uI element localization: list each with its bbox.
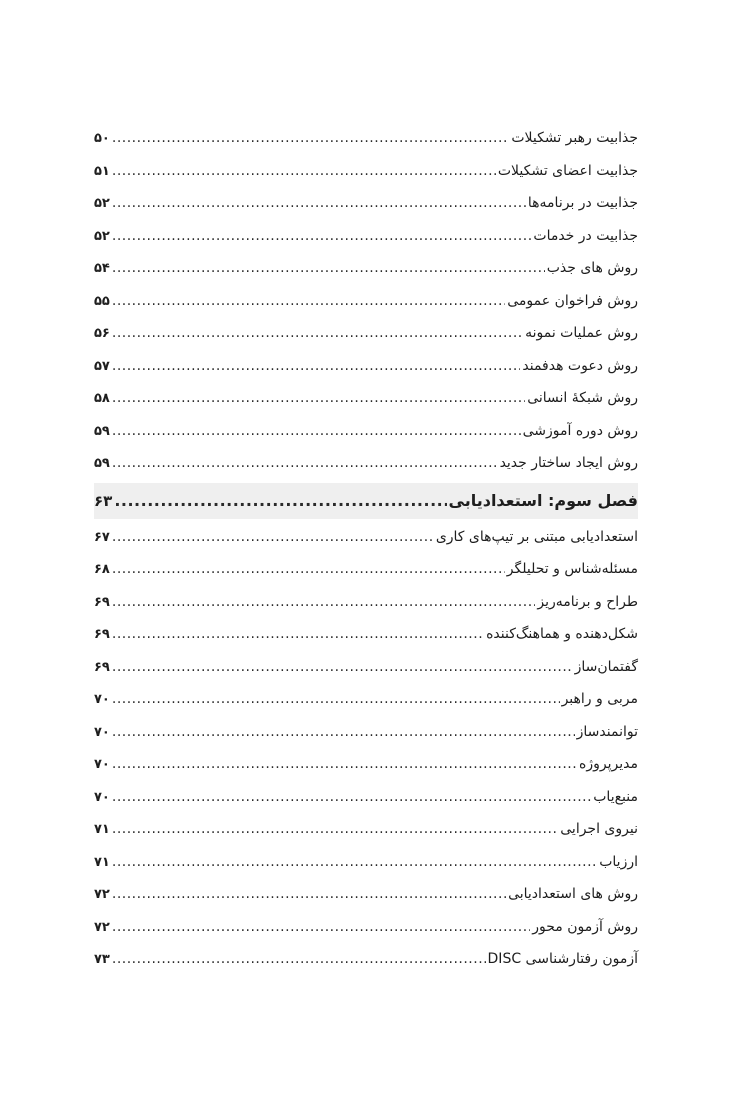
entry-title: منبع‌یاب — [593, 788, 638, 805]
entry-title: مدیرپروژه — [579, 756, 638, 772]
dot-leader — [112, 155, 496, 188]
entry-page-number: ۷۳ — [94, 952, 110, 967]
dot-leader — [112, 415, 521, 448]
toc-entry — [94, 447, 638, 480]
toc-entry — [94, 350, 638, 383]
entry-page-number: ۵۹ — [94, 423, 110, 439]
dot-leader — [112, 252, 545, 285]
dot-leader — [112, 447, 498, 480]
entry-title: جذابیت رهبر تشکیلات — [511, 130, 638, 146]
table-of-contents — [94, 122, 638, 976]
toc-entry — [94, 813, 638, 846]
entry-page-number: ۶۹ — [94, 659, 110, 675]
entry-page-number: ۷۰ — [94, 724, 110, 740]
entry-title: نیروی اجرایی — [560, 821, 638, 837]
entry-page-number: ۵۷ — [94, 358, 110, 374]
toc-entry — [94, 586, 638, 619]
toc-entry — [94, 846, 638, 879]
dot-leader — [112, 122, 509, 155]
entry-page-number: ۷۰ — [94, 692, 110, 707]
toc-entry — [94, 618, 638, 651]
entry-page-number: ۵۸ — [94, 391, 110, 406]
dot-leader — [114, 483, 446, 519]
toc-entry — [94, 122, 638, 155]
entry-title: روش عملیات نمونه — [525, 325, 638, 341]
dot-leader — [112, 285, 505, 318]
chapter-heading — [94, 483, 638, 519]
toc-entry — [94, 716, 638, 749]
entry-page-number: ۵۶ — [94, 326, 110, 341]
entry-page-number: ۵۵ — [94, 293, 110, 309]
dot-leader — [112, 846, 597, 879]
entry-title: توانمندساز — [576, 723, 638, 740]
entry-page-number: ۶۹ — [94, 627, 110, 642]
toc-entry — [94, 911, 638, 944]
dot-leader — [112, 683, 560, 716]
toc-entry — [94, 683, 638, 716]
entry-title: روش دعوت هدفمند — [522, 357, 638, 374]
entry-page-number: ۷۲ — [94, 887, 110, 902]
toc-entry — [94, 155, 638, 188]
entry-page-number: ۷۱ — [94, 854, 110, 870]
entry-title: آزمون رفتارشناسی DISC — [487, 951, 638, 967]
entry-title: روش آزمون محور — [532, 918, 638, 935]
entry-title: استعدادیابی مبتنی بر تیپ‌های کاری — [435, 528, 638, 545]
dot-leader — [112, 618, 484, 651]
toc-entry — [94, 187, 638, 220]
dot-leader — [112, 748, 577, 781]
dot-leader — [112, 521, 434, 554]
chapter-title: فصل سوم: استعدادیابی — [448, 490, 638, 510]
entry-title: مربی و راهبر — [561, 691, 638, 707]
entry-page-number: ۷۰ — [94, 789, 110, 805]
toc-entry — [94, 220, 638, 253]
entry-page-number: ۵۰ — [94, 131, 110, 146]
dot-leader — [112, 382, 525, 415]
entry-page-number: ۵۲ — [94, 228, 110, 244]
dot-leader — [112, 317, 523, 350]
entry-page-number: ۵۱ — [94, 163, 110, 179]
entry-page-number: ۵۴ — [94, 261, 110, 276]
toc-entry — [94, 651, 638, 684]
entry-title: روش فراخوان عمومی — [507, 292, 638, 309]
entry-title: جذابیت اعضای تشکیلات — [497, 162, 638, 179]
entry-title: گفتمان‌ساز — [574, 658, 638, 675]
entry-title: مسئله‌شناس و تحلیلگر — [506, 561, 638, 577]
toc-entry — [94, 943, 638, 976]
dot-leader — [112, 911, 530, 944]
dot-leader — [112, 943, 486, 976]
dot-leader — [112, 553, 505, 586]
entry-title: شکل‌دهنده و هماهنگ‌کننده — [486, 626, 638, 642]
entry-page-number: ۷۲ — [94, 919, 110, 935]
entry-title: روش های استعدادیابی — [508, 886, 638, 902]
entry-page-number: ۶۸ — [94, 562, 110, 577]
entry-page-number: ۷۱ — [94, 822, 110, 837]
toc-entry — [94, 521, 638, 554]
toc-entry — [94, 382, 638, 415]
toc-entry — [94, 252, 638, 285]
dot-leader — [112, 187, 526, 220]
dot-leader — [112, 813, 558, 846]
entry-title: روش ایجاد ساختار جدید — [499, 455, 638, 471]
toc-entry — [94, 415, 638, 448]
toc-entry — [94, 317, 638, 350]
entry-page-number: ۶۹ — [94, 594, 110, 610]
entry-title: روش شبکهٔ انسانی — [527, 390, 638, 406]
entry-title: طراح و برنامه‌ریز — [537, 593, 638, 610]
toc-entry — [94, 878, 638, 911]
dot-leader — [112, 878, 506, 911]
toc-entry — [94, 285, 638, 318]
dot-leader — [112, 220, 532, 253]
dot-leader — [112, 716, 575, 749]
dot-leader — [112, 586, 536, 619]
entry-page-number: ۷۰ — [94, 757, 110, 772]
entry-title: روش دوره آموزشی — [522, 422, 638, 439]
toc-entry — [94, 748, 638, 781]
dot-leader — [112, 781, 591, 814]
entry-page-number: ۵۲ — [94, 196, 110, 211]
chapter-page-number: ۶۳ — [94, 491, 113, 510]
entry-page-number: ۶۷ — [94, 529, 110, 545]
entry-title: جذابیت در خدمات — [533, 227, 638, 244]
entry-page-number: ۵۹ — [94, 456, 110, 471]
entry-title: ارزیاب — [599, 853, 638, 870]
toc-entry — [94, 781, 638, 814]
dot-leader — [112, 350, 521, 383]
entry-title: روش های جذب — [546, 260, 638, 276]
dot-leader — [112, 651, 573, 684]
toc-entry — [94, 553, 638, 586]
entry-title: جذابیت در برنامه‌ها — [527, 195, 638, 211]
